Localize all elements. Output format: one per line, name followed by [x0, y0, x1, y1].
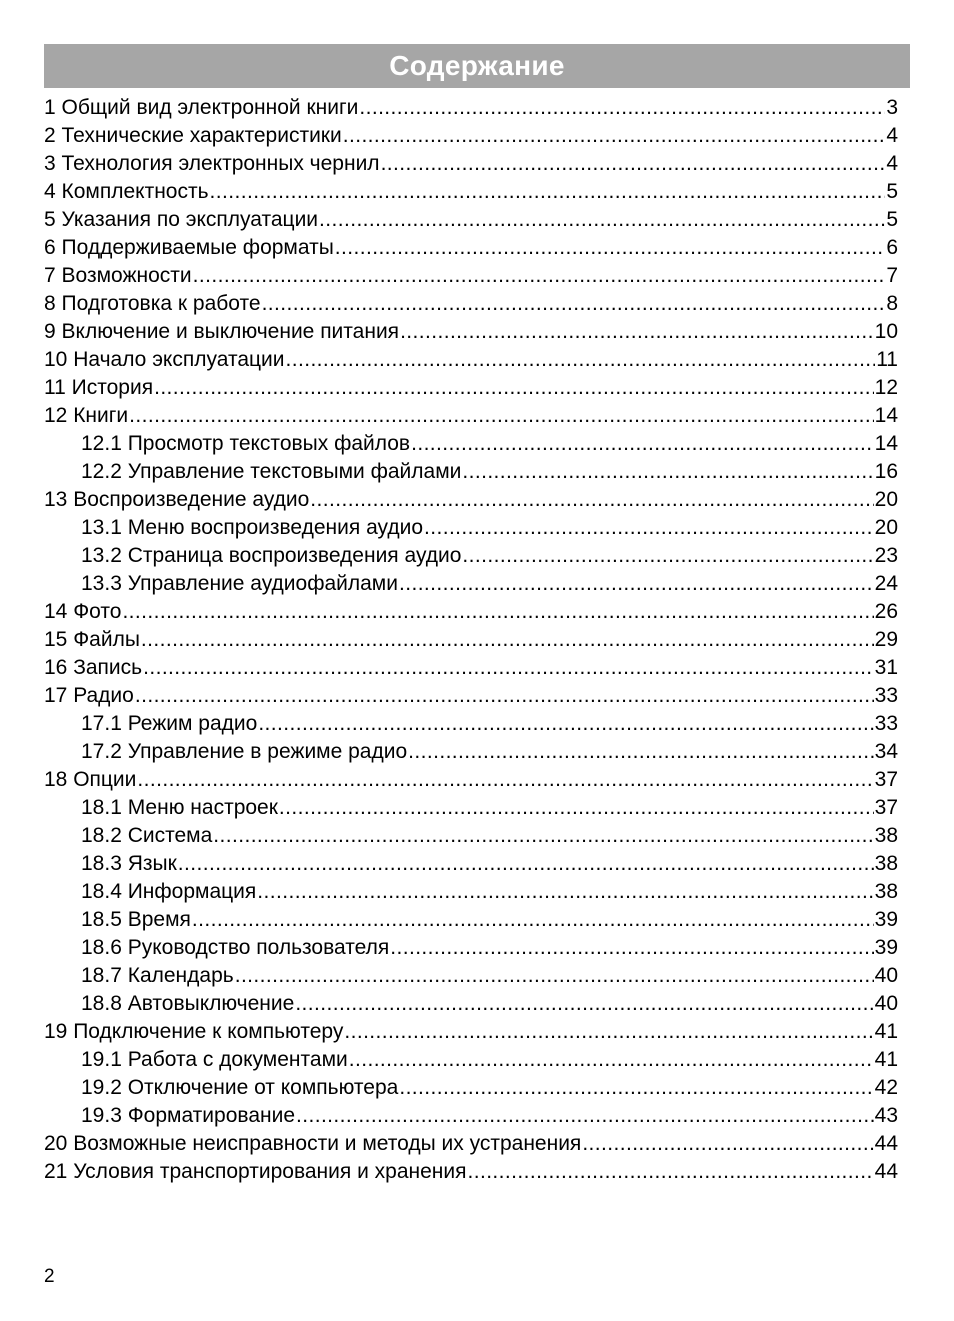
toc-dot-leader — [359, 94, 885, 122]
toc-subentry — [44, 934, 898, 962]
toc-entry-page: 29 — [874, 628, 898, 651]
toc-dot-leader — [122, 598, 873, 626]
toc-entry — [44, 402, 898, 430]
toc-subentry — [44, 542, 898, 570]
table-of-contents — [44, 94, 898, 1186]
toc-entry-label: 3 Технология электронных чернил — [44, 152, 380, 175]
toc-entry-label: 7 Возможности — [44, 264, 192, 287]
toc-entry-label: 10 Начало эксплуатации — [44, 348, 285, 371]
toc-dot-leader — [462, 458, 873, 486]
toc-entry-page: 39 — [874, 936, 898, 959]
toc-entry-page: 43 — [874, 1104, 898, 1127]
toc-entry — [44, 682, 898, 710]
toc-dot-leader — [192, 906, 874, 934]
toc-dot-leader — [193, 262, 886, 290]
toc-dot-leader — [154, 374, 874, 402]
toc-entry-label: 18.8 Автовыключение — [81, 992, 295, 1015]
toc-entry-page: 44 — [874, 1160, 898, 1183]
toc-entry-page: 37 — [874, 796, 898, 819]
toc-entry-label: 13.3 Управление аудиофайлами — [81, 572, 398, 595]
toc-entry-label: 1 Общий вид электронной книги — [44, 96, 359, 119]
toc-entry-page: 14 — [874, 404, 898, 427]
toc-entry — [44, 346, 898, 374]
toc-dot-leader — [295, 990, 873, 1018]
toc-entry-page: 11 — [876, 348, 898, 371]
toc-dot-leader — [210, 178, 886, 206]
toc-dot-leader — [399, 570, 874, 598]
title-bar — [44, 44, 910, 88]
toc-subentry — [44, 906, 898, 934]
toc-dot-leader — [408, 738, 873, 766]
toc-entry-label: 19.2 Отключение от компьютера — [81, 1076, 399, 1099]
toc-entry-page: 44 — [874, 1132, 898, 1155]
toc-entry — [44, 122, 898, 150]
toc-entry-page: 12 — [874, 376, 898, 399]
toc-entry-label: 12.1 Просмотр текстовых файлов — [81, 432, 411, 455]
toc-entry-label: 18.5 Время — [81, 908, 191, 931]
toc-entry-page: 40 — [874, 992, 898, 1015]
toc-dot-leader — [213, 822, 873, 850]
toc-entry-label: 13 Воспроизведение аудио — [44, 488, 310, 511]
toc-entry-label: 19.3 Форматирование — [81, 1104, 295, 1127]
toc-dot-leader — [381, 150, 886, 178]
toc-entry-label: 18.1 Меню настроек — [81, 796, 278, 819]
toc-entry-page: 41 — [874, 1048, 898, 1071]
toc-entry-page: 20 — [874, 488, 898, 511]
toc-entry-page: 4 — [886, 124, 898, 147]
toc-dot-leader — [235, 962, 874, 990]
toc-entry-page: 5 — [886, 208, 898, 231]
toc-dot-leader — [143, 654, 874, 682]
toc-entry — [44, 290, 898, 318]
toc-entry-page: 7 — [886, 264, 898, 287]
toc-dot-leader — [262, 290, 886, 318]
toc-dot-leader — [257, 878, 873, 906]
toc-entry-label: 17.2 Управление в режиме радио — [81, 740, 408, 763]
toc-entry-page: 24 — [874, 572, 898, 595]
toc-entry — [44, 654, 898, 682]
toc-entry-page: 23 — [874, 544, 898, 567]
toc-entry-label: 2 Технические характеристики — [44, 124, 342, 147]
toc-dot-leader — [319, 206, 885, 234]
toc-entry-label: 17 Радио — [44, 684, 134, 707]
toc-entry-label: 15 Файлы — [44, 628, 140, 651]
toc-subentry — [44, 990, 898, 1018]
toc-entry-label: 12 Книги — [44, 404, 129, 427]
toc-dot-leader — [344, 1018, 873, 1046]
toc-entry-label: 18.7 Календарь — [81, 964, 234, 987]
toc-entry-page: 14 — [874, 432, 898, 455]
toc-entry — [44, 262, 898, 290]
toc-entry-label: 8 Подготовка к работе — [44, 292, 261, 315]
toc-entry-page: 38 — [874, 824, 898, 847]
toc-dot-leader — [582, 1130, 873, 1158]
toc-entry-page: 39 — [874, 908, 898, 931]
toc-entry-label: 14 Фото — [44, 600, 122, 623]
toc-dot-leader — [390, 934, 873, 962]
toc-dot-leader — [349, 1046, 874, 1074]
toc-dot-leader — [399, 1074, 873, 1102]
toc-subentry — [44, 458, 898, 486]
toc-entry-label: 19 Подключение к компьютеру — [44, 1020, 344, 1043]
toc-dot-leader — [310, 486, 873, 514]
page-title: Содержание — [389, 50, 565, 81]
toc-dot-leader — [411, 430, 874, 458]
toc-entry-page: 38 — [874, 880, 898, 903]
toc-entry-page: 4 — [886, 152, 898, 175]
toc-entry-label: 18 Опции — [44, 768, 137, 791]
toc-entry-page: 20 — [874, 516, 898, 539]
toc-dot-leader — [343, 122, 886, 150]
toc-entry-label: 13.2 Страница воспроизведения аудио — [81, 544, 462, 567]
toc-entry-page: 41 — [874, 1020, 898, 1043]
toc-entry-label: 12.2 Управление текстовыми файлами — [81, 460, 462, 483]
toc-entry — [44, 374, 898, 402]
toc-dot-leader — [129, 402, 873, 430]
toc-entry-label: 18.2 Система — [81, 824, 213, 847]
toc-dot-leader — [296, 1102, 874, 1130]
toc-dot-leader — [467, 1158, 873, 1186]
toc-entry — [44, 1018, 898, 1046]
toc-entry-label: 4 Комплектность — [44, 180, 209, 203]
toc-dot-leader — [335, 234, 886, 262]
toc-entry-page: 5 — [886, 180, 898, 203]
toc-entry — [44, 234, 898, 262]
toc-subentry — [44, 878, 898, 906]
toc-dot-leader — [286, 346, 876, 374]
toc-subentry — [44, 962, 898, 990]
toc-entry-label: 18.6 Руководство пользователя — [81, 936, 390, 959]
toc-subentry — [44, 514, 898, 542]
toc-subentry — [44, 430, 898, 458]
toc-entry-page: 37 — [874, 768, 898, 791]
toc-entry-page: 26 — [874, 600, 898, 623]
toc-entry — [44, 178, 898, 206]
page-number: 2 — [44, 1266, 55, 1287]
toc-subentry — [44, 710, 898, 738]
toc-entry-page: 33 — [874, 712, 898, 735]
toc-entry — [44, 598, 898, 626]
toc-subentry — [44, 1074, 898, 1102]
toc-entry-label: 20 Возможные неисправности и методы их устранения — [44, 1132, 582, 1155]
toc-dot-leader — [178, 850, 874, 878]
toc-entry-label: 18.3 Язык — [81, 852, 177, 875]
toc-entry — [44, 94, 898, 122]
toc-entry-label: 5 Указания по эксплуатации — [44, 208, 319, 231]
toc-entry — [44, 150, 898, 178]
toc-dot-leader — [462, 542, 873, 570]
toc-subentry — [44, 1102, 898, 1130]
toc-dot-leader — [258, 710, 873, 738]
toc-entry-label: 6 Поддерживаемые форматы — [44, 236, 334, 259]
toc-subentry — [44, 1046, 898, 1074]
toc-subentry — [44, 794, 898, 822]
toc-entry — [44, 486, 898, 514]
toc-subentry — [44, 570, 898, 598]
toc-dot-leader — [279, 794, 874, 822]
toc-entry-page: 38 — [874, 852, 898, 875]
toc-entry-page: 40 — [874, 964, 898, 987]
toc-entry-page: 42 — [874, 1076, 898, 1099]
toc-entry-label: 21 Условия транспортирования и хранения — [44, 1160, 467, 1183]
toc-entry-page: 3 — [886, 96, 898, 119]
toc-entry — [44, 318, 898, 346]
toc-entry — [44, 626, 898, 654]
toc-entry — [44, 1130, 898, 1158]
toc-subentry — [44, 822, 898, 850]
toc-entry-label: 11 История — [44, 376, 154, 399]
toc-subentry — [44, 738, 898, 766]
toc-entry-page: 16 — [874, 460, 898, 483]
toc-entry — [44, 206, 898, 234]
toc-dot-leader — [135, 682, 874, 710]
toc-entry-page: 34 — [874, 740, 898, 763]
toc-dot-leader — [424, 514, 874, 542]
toc-entry-page: 33 — [874, 684, 898, 707]
toc-entry-label: 9 Включение и выключение питания — [44, 320, 400, 343]
toc-entry-page: 6 — [886, 236, 898, 259]
toc-entry-label: 13.1 Меню воспроизведения аудио — [81, 516, 423, 539]
toc-entry — [44, 766, 898, 794]
toc-entry-label: 19.1 Работа с документами — [81, 1048, 348, 1071]
toc-dot-leader — [400, 318, 874, 346]
toc-subentry — [44, 850, 898, 878]
toc-entry-label: 18.4 Информация — [81, 880, 257, 903]
toc-entry-page: 31 — [874, 656, 898, 679]
toc-entry-page: 10 — [874, 320, 898, 343]
toc-entry-page: 8 — [886, 292, 898, 315]
toc-entry-label: 16 Запись — [44, 656, 143, 679]
toc-entry — [44, 1158, 898, 1186]
toc-dot-leader — [137, 766, 873, 794]
toc-entry-label: 17.1 Режим радио — [81, 712, 258, 735]
toc-dot-leader — [141, 626, 874, 654]
